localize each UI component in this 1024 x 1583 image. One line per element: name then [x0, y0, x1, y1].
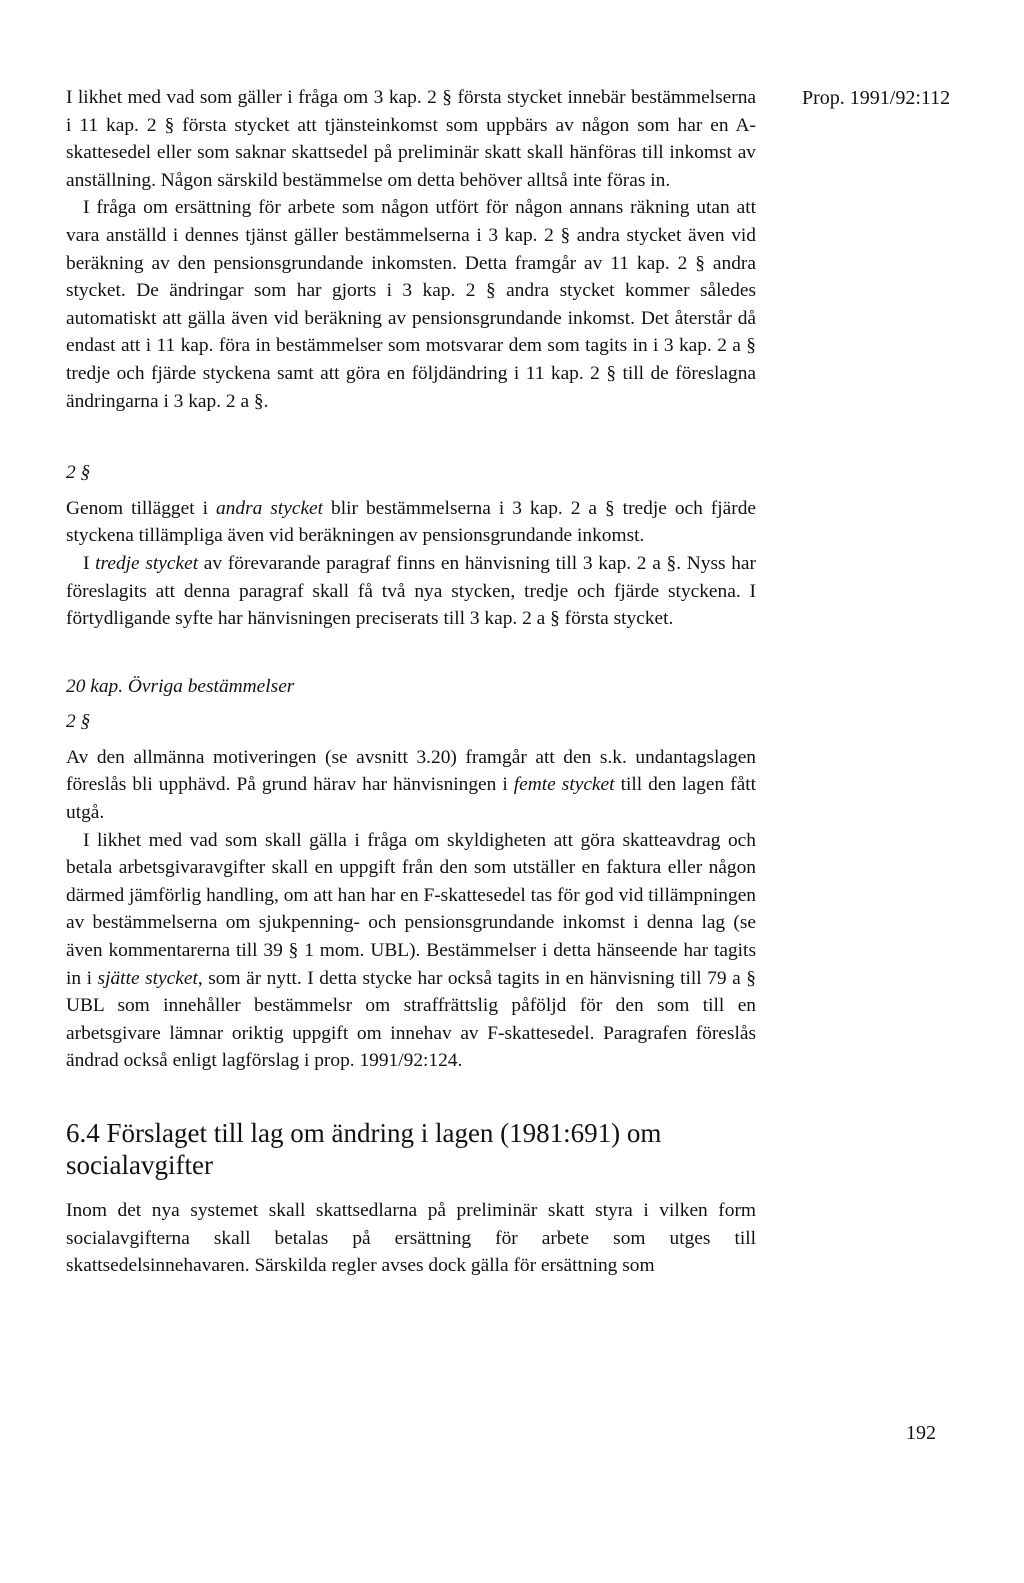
proposition-reference: Prop. 1991/92:112 [802, 87, 951, 109]
emphasis: sjätte stycket [97, 967, 198, 989]
section-heading-6-4: 6.4 Förslaget till lag om ändring i lagen (1981:691) om socialavgifter [66, 1118, 662, 1180]
text-run: blir bestämmelserna i 3 kap. 2 a § tredje och fjärde styckena tillämpliga även vid beräkningen av pensionsgrundande inkomst. [66, 497, 757, 547]
text-run: , som är nytt. I detta stycke har också tagits in en hänvisning till 79 a § UBL som innehåller bestämmelsr om straffrättslig påföljd för den som till en arbetsgivare lämnar oriktig uppgift om innehav av F-skattesedel. Paragrafen föreslås ändrad också enligt lagförslag i prop. 1991/92:124. [66, 967, 756, 1072]
paragraph-tredje-stycket [66, 550, 756, 633]
paragraph-f-skattesedel [66, 827, 756, 1075]
text-run: Av den allmänna motiveringen (se avsnitt 3.20) framgår att den s.k. undantagslagen föreslås bli upphävd. På grund härav har hänvisningen i [66, 746, 756, 796]
section-heading-2-paragraph-ch20: 2 § [66, 711, 91, 733]
main-text-column [66, 84, 756, 1280]
text-run: till den lagen fått utgå. [66, 774, 756, 824]
emphasis: andra stycket [215, 497, 324, 519]
section-heading-2-paragraph: 2 § [66, 462, 91, 484]
text-run: I likhet med vad som skall gälla i fråga om skyldigheten att göra skatteavdrag och betala arbetsgivaravgifter skall en uppgift från den som utställer en faktura eller någon därmed jämförlig handling, om att han har en F-skattesedel tas för god vid tillämpningen av bestämmelserna om sjukpenning- och pensionsgrundande inkomst i denna lag (se även kommentarerna till 39 § 1 mom. UBL). Bestämmelser i detta hänseende har tagits in i [66, 829, 756, 989]
emphasis: tredje stycket [95, 552, 199, 574]
chapter-heading-20-kap: 20 kap. Övriga bestämmelser [66, 675, 295, 697]
paragraph-socialavgifter: Inom det nya systemet skall skattsedlarna på preliminär skatt styra i vilken form socialavgifterna skall betalas på ersättning för arbete som utges till skattsedelsinnehavaren. Särskilda regler avses dock gälla för ersättning som [66, 1200, 756, 1277]
paragraph-likhet-11-kap: I likhet med vad som gäller i fråga om 3 kap. 2 § första stycket innebär bestämmelserna i 11 kap. 2 § första stycket att tjänsteinkomst som uppbärs av någon som har en A-skattesedel eller som saknar skattsedel på preliminär skatt skall hänföras till inkomst av anställning. Någon särskild bestämmelse om detta behöver alltså inte föras in. [66, 87, 756, 191]
text-run: av förevarande paragraf finns en hänvisning till 3 kap. 2 a §. Nyss har föreslagits att denna paragraf skall få två nya stycken, tredje och fjärde styckena. I förtydligande syfte har hänvisningen preciserats till 3 kap. 2 a § första stycket. [66, 552, 756, 630]
text-run: Genom tillägget i [66, 497, 216, 519]
paragraph-undantagslagen [66, 744, 756, 827]
text-run: I [83, 552, 96, 574]
paragraph-andra-stycket [66, 495, 756, 550]
page-number: 192 [906, 1422, 936, 1444]
paragraph-ersattning-arbete: I fråga om ersättning för arbete som någon utfört för någon annans räkning utan att vara anställd i dennes tjänst gäller bestämmelserna i 3 kap. 2 § andra stycket även vid beräkning av den pensionsgrundande inkomsten. Detta framgår av 11 kap. 2 § andra stycket. De ändringar som har gjorts i 3 kap. 2 § andra stycket kommer således automatiskt att gälla även vid beräkning av pensionsgrundande inkomst. Det återstår då endast att i 11 kap. föra in bestämmelser som motsvarar dem som tagits in i 3 kap. 2 a § tredje och fjärde styckena samt att göra en följdändring i 11 kap. 2 § till de föreslagna ändringarna i 3 kap. 2 a §. [66, 197, 756, 412]
emphasis: femte stycket [513, 774, 615, 796]
